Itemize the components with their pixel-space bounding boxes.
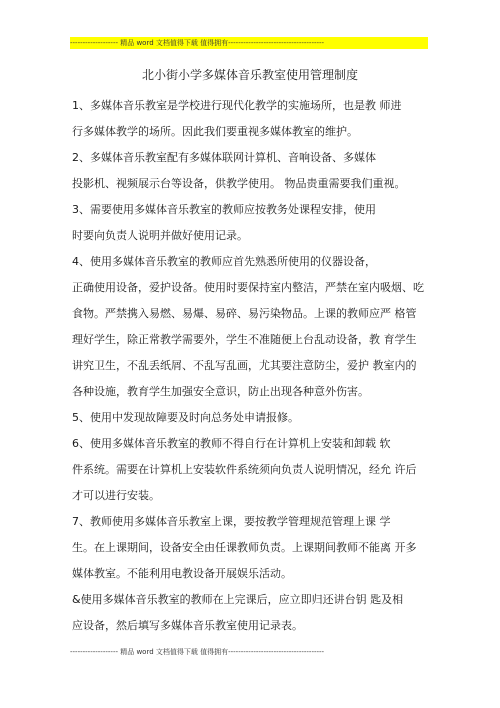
footer-banner: ------------------- 精品 word 文档值得下载 值得拥有--------------------------------------: [70, 648, 325, 656]
document-title: 北小街小学多媒体音乐教室使用管理制度: [141, 68, 358, 82]
header-banner: ------------------- 精品 word 文档值得下载 值得拥有--------------------------------------: [70, 37, 428, 49]
paragraph-3: 3、需要使用多媒体音乐教室的教师应按教务处课程安排，使用 时要向负责人说明并做好使用记录。: [72, 203, 376, 242]
paragraph-2: 2、多媒体音乐教室配有多媒体联网计算机、音响设备、多媒体 投影机、视频展示台等设备，供教学使用。 物品贵重需要我们重视。: [72, 151, 406, 190]
paragraph-7: 7、教师使用多媒体音乐教室上课，要按教学管理规范管理上课 学 生。在上课期间，设备安全由任课教师负责。上课期间教师不能离 开多 媒体教室。不能利用电教设备开展娱乐活动。: [72, 515, 417, 580]
paragraph-4: 4、使用多媒体音乐教室的教师应首先熟悉所使用的仪器设备， 正确使用设备，爱护设备。使用时要保持室内整洁，严禁在室内吸烟、吃 食物。严禁携入易燃、易爆、易碎、易污染物品。上课的教师应严 格管 理好学生，除正常教学需要外，学生不准随便上台乱动设备，教 育学生 讲究卫生，不乱丢纸屑、不乱写乱画，尤其要注意防尘，爱护 教室内的 各种设施，教育学生加强安全意识，防止出现各种意外伤害。: [72, 255, 424, 398]
paragraph-5: 5、使用中发现故障要及时向总务处申请报修。: [72, 411, 299, 424]
paragraph-6: 6、使用多媒体音乐教室的教师不得自行在计算机上安装和卸载 软 件系统。需要在计算机上安装软件系统须向负责人说明情况，经允 许后 才可以进行安装。: [72, 437, 417, 502]
paragraph-1: 1、多媒体音乐教室是学校进行现代化教学的实施场所，也是教 师进 行多媒体教学的场所。因此我们要重视多媒体教室的维护。: [72, 99, 402, 138]
paragraph-8: &使用多媒体音乐教室的教师在上完课后，应立即归还讲台钥 匙及相 应设备，然后填写多媒体音乐教室使用记录表。: [72, 593, 404, 632]
